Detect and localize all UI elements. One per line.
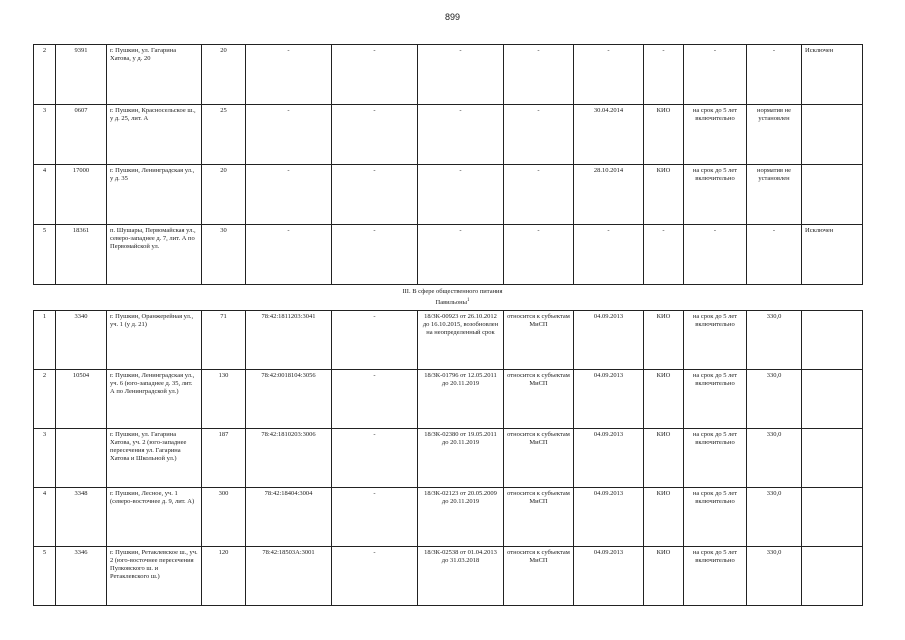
cell-decision-date: - <box>574 45 644 105</box>
cell-cadastral-number: 78:42:1811203:3041 <box>246 311 332 370</box>
cell-lease-contract: 18/ЗК-00923 от 26.10.2012 до 16.10.2015, возобновлен на неопределенный срок <box>418 311 504 370</box>
cell-term: на срок до 5 лет включительно <box>684 547 747 606</box>
cell-row-number: 2 <box>34 45 56 105</box>
cell-standard: 330,0 <box>747 488 802 547</box>
cell-note <box>802 547 863 606</box>
cell-row-number: 3 <box>34 105 56 165</box>
cell-row-number: 5 <box>34 547 56 606</box>
cell-rights: - <box>332 105 418 165</box>
cell-term: на срок до 5 лет включительно <box>684 370 747 429</box>
footnote-mark: 1 <box>466 298 470 303</box>
cell-term: на срок до 5 лет включительно <box>684 488 747 547</box>
cell-object-id: 3348 <box>56 488 107 547</box>
cell-row-number: 4 <box>34 488 56 547</box>
cell-note <box>802 488 863 547</box>
cell-cadastral-number: 78:42:0018104:3056 <box>246 370 332 429</box>
cell-organization: - <box>644 225 684 285</box>
cell-object-id: 0607 <box>56 105 107 165</box>
table-row <box>34 225 863 285</box>
cell-standard: 330,0 <box>747 311 802 370</box>
cell-smsp-status: - <box>504 45 574 105</box>
section-subtitle: Павильоны$^1$ <box>435 298 470 307</box>
cell-organization: КИО <box>644 370 684 429</box>
table-row <box>34 311 863 370</box>
cell-rights: - <box>332 165 418 225</box>
cell-lease-contract: - <box>418 105 504 165</box>
cell-decision-date: 30.04.2014 <box>574 105 644 165</box>
cell-term: на срок до 5 лет включительно <box>684 311 747 370</box>
cell-standard: 330,0 <box>747 547 802 606</box>
cell-decision-date: 28.10.2014 <box>574 165 644 225</box>
cell-cadastral-number: 78:42:18503А:3001 <box>246 547 332 606</box>
cell-row-number: 5 <box>34 225 56 285</box>
cell-cadastral-number: 78:42:1810203:3006 <box>246 429 332 488</box>
cell-address: г. Пушкин, Оранжерейная ул., уч. 1 (у д. 21) <box>107 311 202 370</box>
cell-object-id: 17000 <box>56 165 107 225</box>
cell-rights: - <box>332 45 418 105</box>
cell-note <box>802 165 863 225</box>
cell-term: - <box>684 225 747 285</box>
cell-note <box>802 429 863 488</box>
cell-decision-date: 04.09.2013 <box>574 429 644 488</box>
cell-rights: - <box>332 547 418 606</box>
cell-lease-contract: - <box>418 45 504 105</box>
cell-object-id: 18361 <box>56 225 107 285</box>
cell-cadastral-number: - <box>246 45 332 105</box>
cell-organization: - <box>644 45 684 105</box>
cell-organization: КИО <box>644 311 684 370</box>
cell-area: 187 <box>202 429 246 488</box>
cell-row-number: 2 <box>34 370 56 429</box>
table-row <box>34 165 863 225</box>
cell-lease-contract: 18/ЗК-02123 от 20.05.2009 до 20.11.2019 <box>418 488 504 547</box>
cell-address: г. Пушкин, Ленинградская ул., уч. 6 (юго-западнее д. 35, лит. А по Ленинградской ул.) <box>107 370 202 429</box>
cell-object-id: 10504 <box>56 370 107 429</box>
cell-address: г. Пушкин, Лесное, уч. 1 (северо-восточнее д. 9, лит. А) <box>107 488 202 547</box>
cell-smsp-status: относится к субъектам МиСП <box>504 370 574 429</box>
cell-address: г. Пушкин, Ретаклевское ш., уч. 2 (юго-восточнее пересечения Пулковского ш. и Ретаклевского ш.) <box>107 547 202 606</box>
cell-address: г. Пушкин, Ленинградская ул., у д. 35 <box>107 165 202 225</box>
cell-organization: КИО <box>644 165 684 225</box>
cell-area: 30 <box>202 225 246 285</box>
cell-object-id <box>56 429 107 488</box>
cell-note: Исключен <box>802 225 863 285</box>
cell-note <box>802 311 863 370</box>
cell-organization: КИО <box>644 105 684 165</box>
cell-object-id: 9391 <box>56 45 107 105</box>
cell-smsp-status: - <box>504 165 574 225</box>
cell-area: 20 <box>202 45 246 105</box>
cell-area: 71 <box>202 311 246 370</box>
cell-organization: КИО <box>644 488 684 547</box>
cell-area: 25 <box>202 105 246 165</box>
table-row <box>34 105 863 165</box>
cell-smsp-status: относится к субъектам МиСП <box>504 547 574 606</box>
cell-lease-contract: 18/ЗК-01796 от 12.05.2011 до 20.11.2019 <box>418 370 504 429</box>
cell-standard: норматив не установлен <box>747 105 802 165</box>
cell-term: на срок до 5 лет включительно <box>684 429 747 488</box>
cell-lease-contract: 18/ЗК-02380 от 19.05.2011 до 20.11.2019 <box>418 429 504 488</box>
cell-rights: - <box>332 488 418 547</box>
cell-cadastral-number: - <box>246 225 332 285</box>
cell-lease-contract: 18/ЗК-02538 от 01.04.2013 до 31.03.2018 <box>418 547 504 606</box>
cell-lease-contract: - <box>418 225 504 285</box>
cell-smsp-status: относится к субъектам МиСП <box>504 311 574 370</box>
cell-cadastral-number: - <box>246 105 332 165</box>
cell-rights: - <box>332 429 418 488</box>
cell-decision-date: 04.09.2013 <box>574 488 644 547</box>
cell-standard: норматив не установлен <box>747 165 802 225</box>
cell-address: г. Пушкин, ул. Гагарина Хатова, у д. 20 <box>107 45 202 105</box>
cell-standard: 330,0 <box>747 429 802 488</box>
cell-rights: - <box>332 225 418 285</box>
cell-standard: - <box>747 45 802 105</box>
cell-term: на срок до 5 лет включительно <box>684 105 747 165</box>
cell-row-number: 4 <box>34 165 56 225</box>
table-row <box>34 45 863 105</box>
cell-smsp-status: - <box>504 105 574 165</box>
cell-smsp-status: - <box>504 225 574 285</box>
cell-area: 20 <box>202 165 246 225</box>
cell-lease-contract: - <box>418 165 504 225</box>
cell-address: г. Пушкин, Красносельское ш., у д. 25, лит. А <box>107 105 202 165</box>
cell-smsp-status: относится к субъектам МиСП <box>504 488 574 547</box>
cell-decision-date: - <box>574 225 644 285</box>
cell-note <box>802 105 863 165</box>
cell-note: Исключен <box>802 45 863 105</box>
cell-area: 130 <box>202 370 246 429</box>
table-row <box>34 370 863 429</box>
table-row <box>34 488 863 547</box>
cell-address: п. Шушары, Первомайская ул., северо-западнее д. 7, лит. А по Первомайской ул. <box>107 225 202 285</box>
cell-cadastral-number: - <box>246 165 332 225</box>
cell-rights: - <box>332 370 418 429</box>
table-row <box>34 547 863 606</box>
cell-organization: КИО <box>644 429 684 488</box>
cell-row-number: 3 <box>34 429 56 488</box>
cell-cadastral-number: 78:42:18404:3004 <box>246 488 332 547</box>
cell-decision-date: 04.09.2013 <box>574 370 644 429</box>
cell-standard: - <box>747 225 802 285</box>
cell-row-number: 1 <box>34 311 56 370</box>
cell-smsp-status: относится к субъектам МиСП <box>504 429 574 488</box>
table-row <box>34 429 863 488</box>
cell-standard: 330,0 <box>747 370 802 429</box>
cell-note <box>802 370 863 429</box>
cell-object-id: 3340 <box>56 311 107 370</box>
page-number: 899 <box>444 12 461 22</box>
table-bottom <box>33 310 863 606</box>
section-title: III. В сфере общественного питания <box>402 288 503 295</box>
cell-decision-date: 04.09.2013 <box>574 311 644 370</box>
cell-area: 120 <box>202 547 246 606</box>
cell-area: 300 <box>202 488 246 547</box>
cell-organization: КИО <box>644 547 684 606</box>
cell-object-id: 3346 <box>56 547 107 606</box>
cell-rights: - <box>332 311 418 370</box>
table-top <box>33 44 863 285</box>
section-heading <box>0 287 905 307</box>
cell-term: на срок до 5 лет включительно <box>684 165 747 225</box>
cell-decision-date: 04.09.2013 <box>574 547 644 606</box>
cell-term: - <box>684 45 747 105</box>
cell-address: г. Пушкин, ул. Гагарина Хатова, уч. 2 (юго-западнее пересечения ул. Гагарина Хатова и Школьной ул.) <box>107 429 202 488</box>
